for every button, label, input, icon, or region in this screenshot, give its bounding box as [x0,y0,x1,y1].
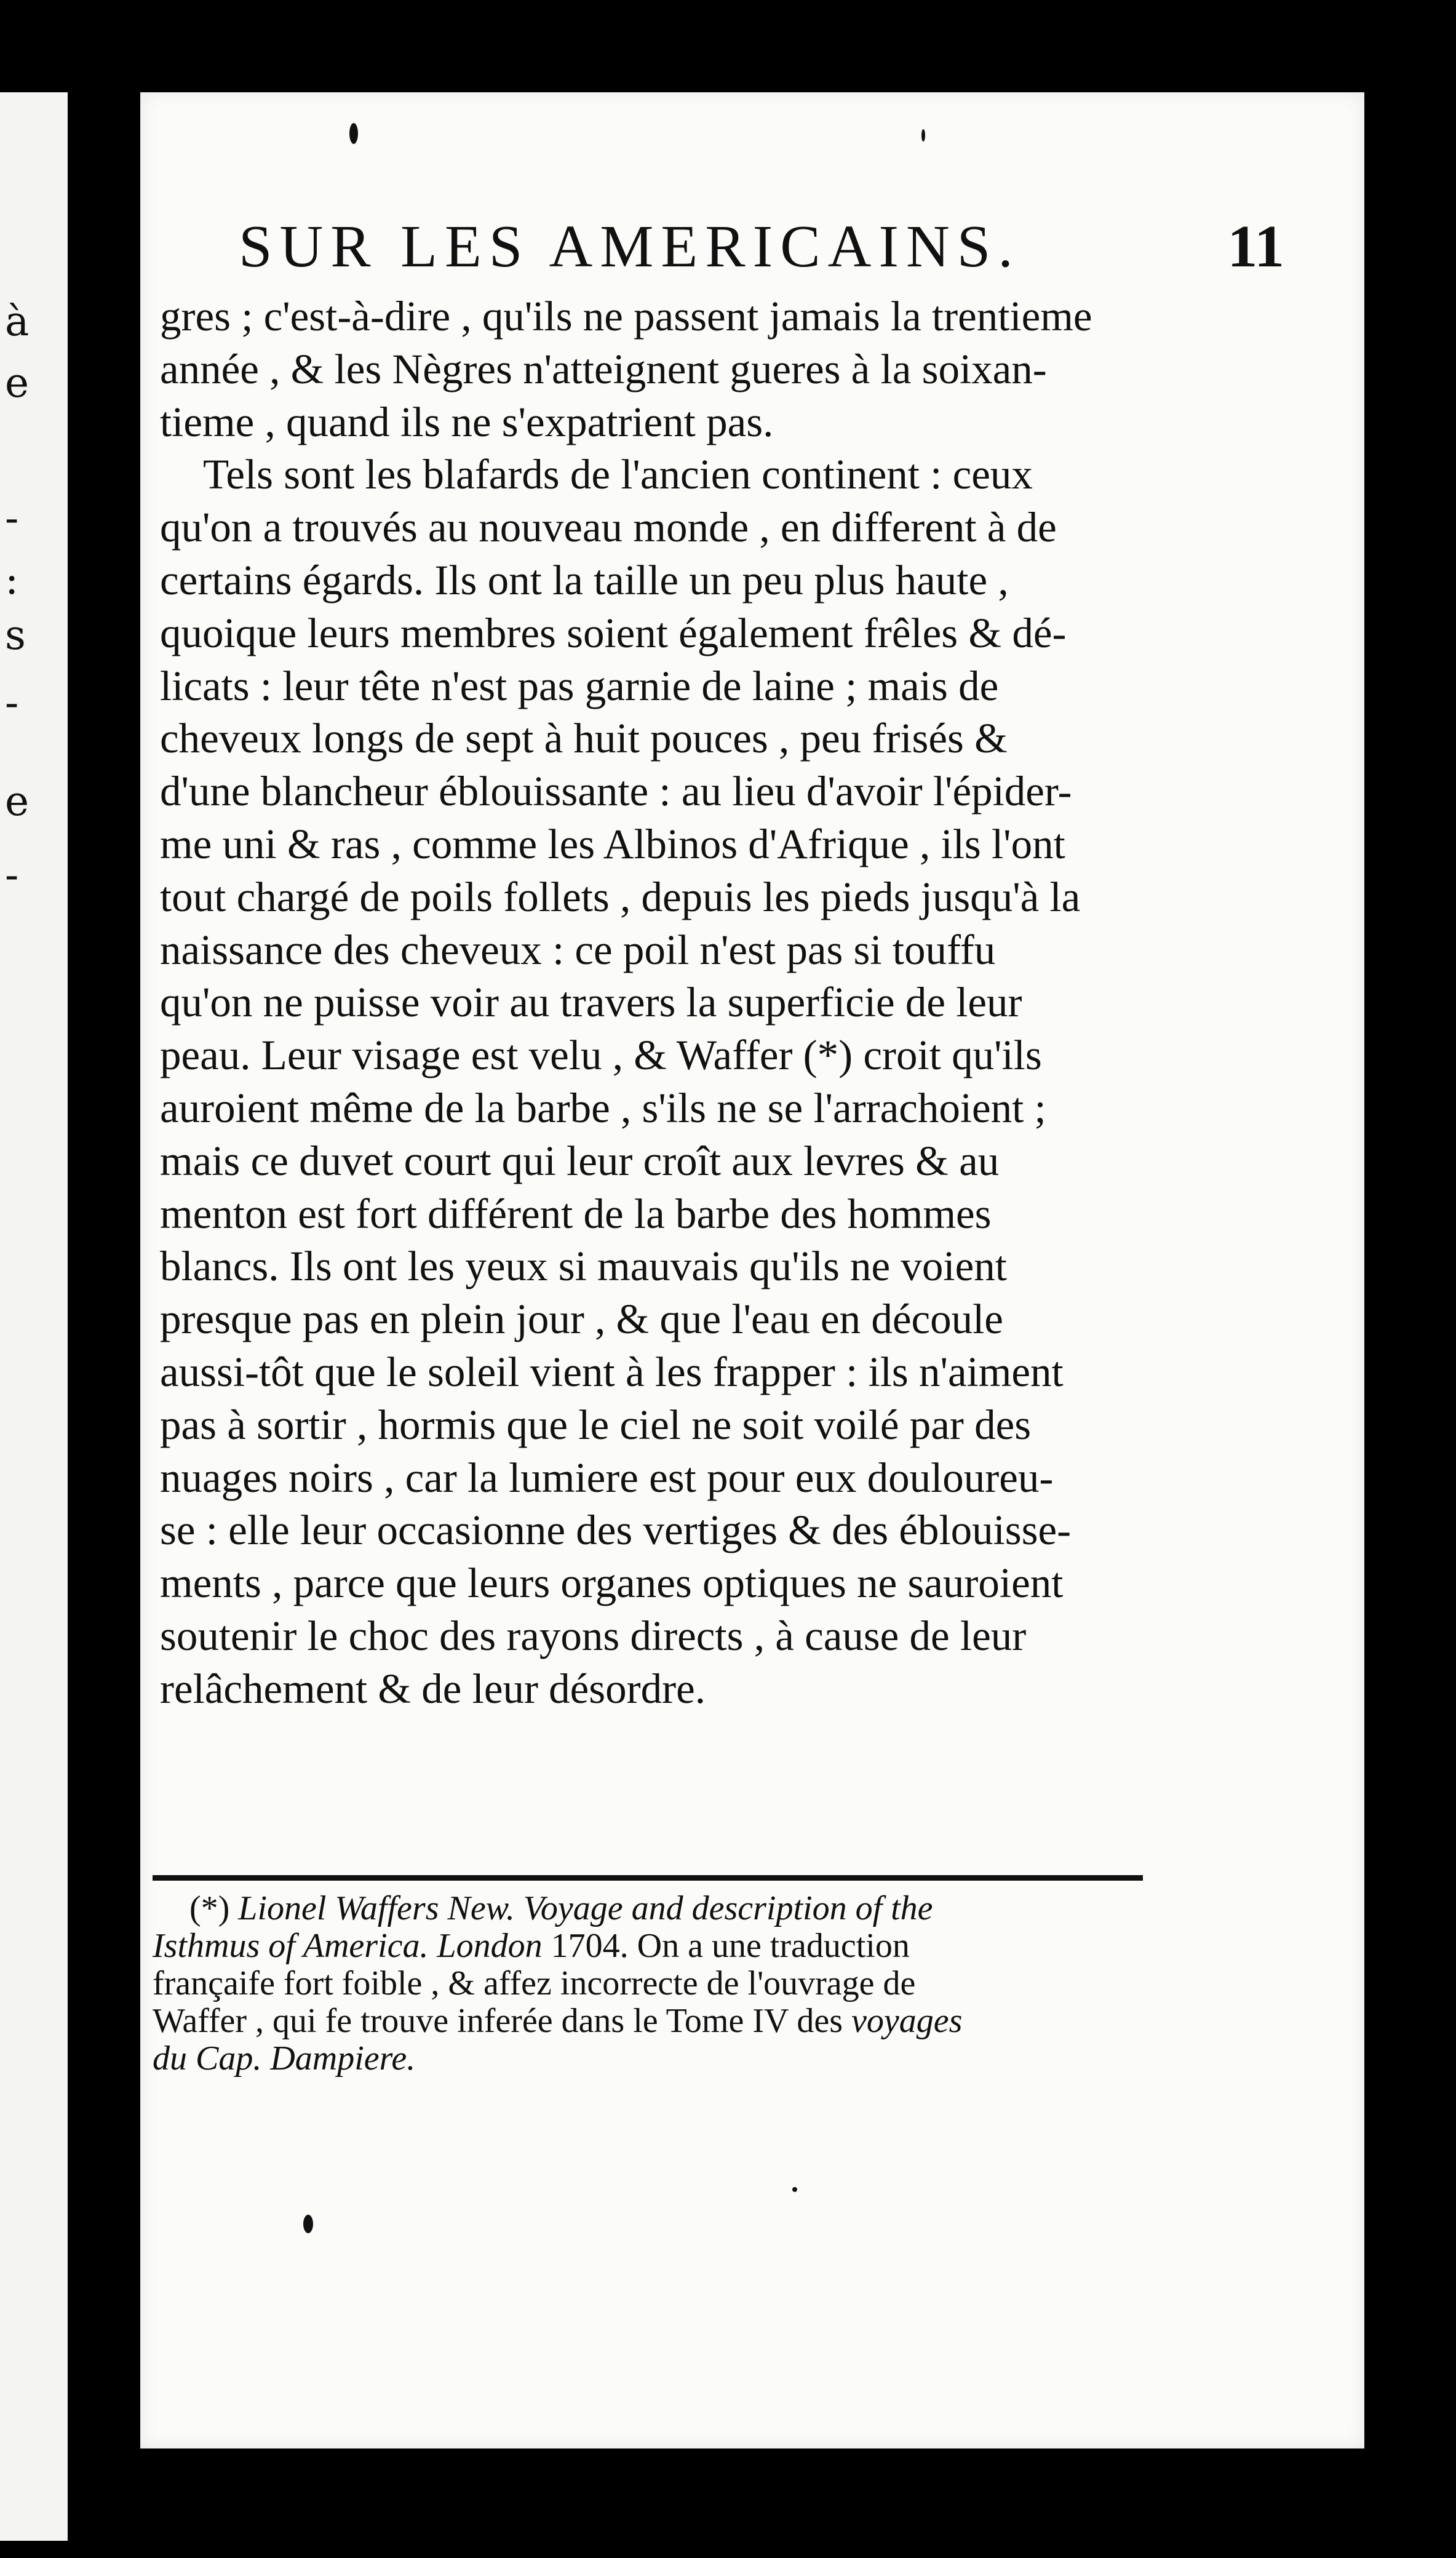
text-line: pas à sortir , hormis que le ciel ne soit voilé par des [160,1401,1032,1448]
footnote-citation: Isthmus of America. London [153,1927,543,1965]
running-head [239,212,1284,286]
text-line: presque pas en plein jour , & que l'eau en découle [160,1296,1003,1343]
footnote-line [153,2040,1168,2078]
footnote-marker: (*) [189,1889,230,1927]
facing-page-fragment: : [5,556,19,604]
footnote-citation: du Cap. Dampiere. [153,2039,416,2078]
text-line: certains égards. Ils ont la taille un peu plus haute , [160,556,1009,604]
paragraph-start-line: Tels sont les blafards de l'ancien continent : ceux [203,451,1033,498]
text-line: mais ce duvet court qui leur croît aux levres & au [160,1137,1000,1184]
page-gutter [68,0,141,2558]
text-line: d'une blancheur éblouissante : au lieu d'avoir l'épider- [160,768,1072,815]
text-line: tout chargé de poils follets , depuis les pieds jusqu'à la [160,873,1081,920]
text-line: licats : leur tête n'est pas garnie de laine ; mais de [160,662,999,709]
facing-page-edge [0,92,68,2541]
text-line: cheveux longs de sept à huit pouces , peu frisés & [160,715,1008,762]
footnote-citation: voyages [851,2002,963,2040]
text-line: année , & les Nègres n'atteignent gueres à la soixan- [160,345,1047,392]
ink-speck [921,129,925,141]
facing-page-fragment: - [5,851,19,899]
text-line: soutenir le choc des rayons directs , à cause de leur [160,1612,1027,1659]
footnote-citation: Lionel Waffers New. Voyage and description of the [238,1889,933,1927]
text-line: tieme , quand ils ne s'expatrient pas. [160,398,774,445]
footnote-line [153,1927,1168,1965]
footnote-text: Waffer , qui fe trouve inferée dans le Tome IV des [153,2002,843,2040]
page-number: 11 [1227,213,1284,280]
text-line: nuages noirs , car la lumiere est pour eux douloureu- [160,1454,1054,1501]
book-page [140,92,1364,2448]
footnote-line: françaife fort foible , & affez incorrecte de l'ouvrage de [153,1964,916,2002]
facing-page-fragment: - [5,679,19,727]
facing-page-fragment: e [5,359,30,407]
facing-page-fragment: à [5,298,30,345]
text-line: peau. Leur visage est velu , & Waffer (*) croit qu'ils [160,1032,1042,1079]
ink-speck [303,2215,313,2233]
text-line: aussi-tôt que le soleil vient à les frapper : ils n'aiment [160,1348,1064,1395]
text-line: blancs. Ils ont les yeux si mauvais qu'ils ne voient [160,1243,1007,1290]
footnote-rule [153,1875,1143,1881]
text-line: quoique leurs membres soient également frêles & dé- [160,609,1067,656]
text-line: menton est fort différent de la barbe des hommes [160,1190,992,1237]
text-line: se : elle leur occasionne des vertiges & des éblouisse- [160,1507,1072,1554]
running-head-title: SUR LES AMERICAINS. [239,213,1020,280]
footnote-text: On a une traduction [637,1927,910,1965]
ink-speck [792,2187,797,2192]
footnote-line [153,1890,1168,1927]
text-line: me uni & ras , comme les Albinos d'Afrique , ils l'ont [160,820,1065,867]
footnote-line [153,2002,1168,2040]
text-line: qu'on a trouvés au nouveau monde , en different à de [160,504,1057,551]
facing-page-fragment: - [5,495,19,542]
ink-speck [349,123,358,144]
text-line: naissance des cheveux : ce poil n'est pas si touffu [160,926,996,973]
text-line: relâchement & de leur désordre. [160,1665,706,1712]
text-line: auroient même de la barbe , s'ils ne se l'arrachoient ; [160,1084,1046,1131]
text-line: qu'on ne puisse voir au travers la superficie de leur [160,979,1022,1026]
facing-page-fragment: e [5,778,30,825]
facing-page-fragment: s [5,612,26,659]
text-line: gres ; c'est-à-dire , qu'ils ne passent jamais la trentieme [160,293,1092,340]
footnote [153,1890,1168,2078]
footnote-year: 1704. [551,1927,629,1965]
body-text [160,290,1310,1716]
text-line: ments , parce que leurs organes optiques ne sauroient [160,1560,1064,1607]
